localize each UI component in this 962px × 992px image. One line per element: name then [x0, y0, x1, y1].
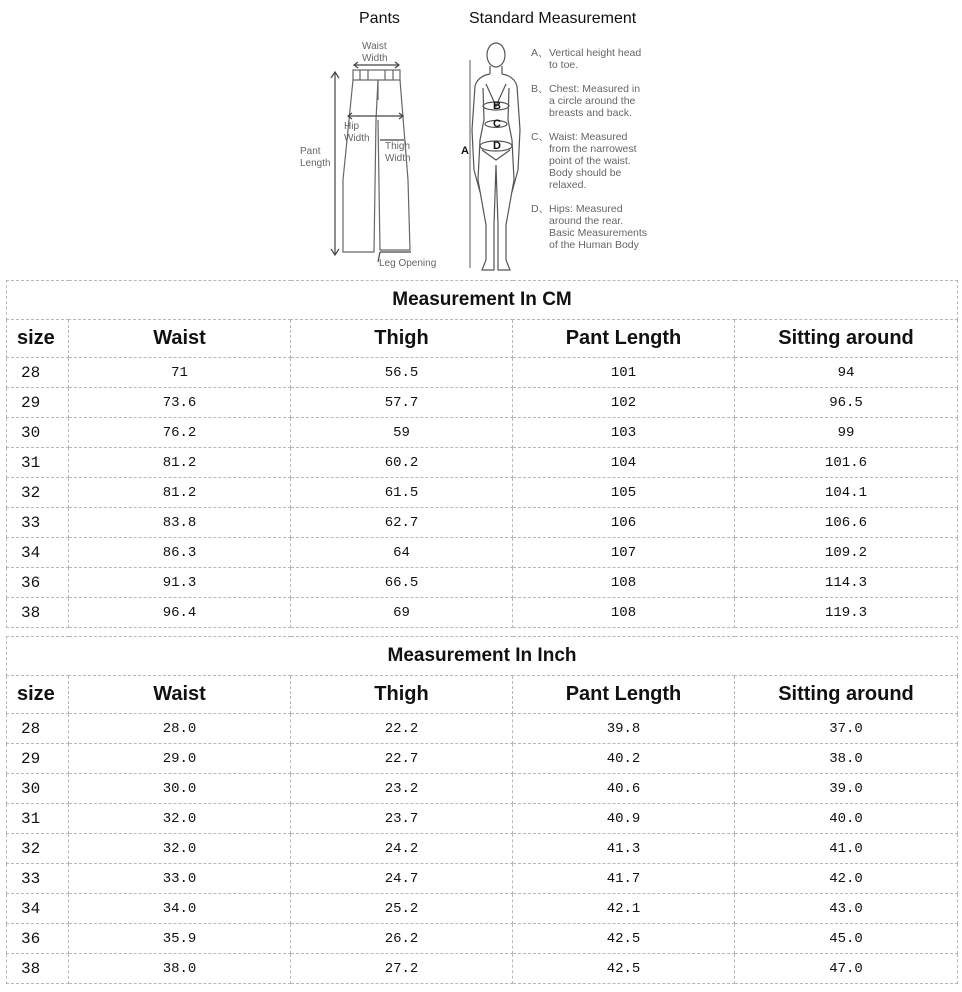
note-c-key: C、: [531, 131, 550, 143]
cell-waist: 91.3: [69, 568, 291, 598]
cell-pant-length: 106: [513, 508, 735, 538]
size-table-inch: [6, 636, 958, 984]
cell-pant-length: 104: [513, 448, 735, 478]
cell-size: 29: [7, 744, 69, 774]
cell-sitting-around: 39.0: [735, 774, 958, 804]
cell-pant-length: 40.2: [513, 744, 735, 774]
cell-thigh: 62.7: [291, 508, 513, 538]
column-header-pant-length: Pant Length: [513, 676, 735, 714]
cell-waist: 35.9: [69, 924, 291, 954]
cell-waist: 81.2: [69, 448, 291, 478]
table-row: [7, 924, 958, 954]
cell-waist: 28.0: [69, 714, 291, 744]
cell-pant-length: 108: [513, 598, 735, 628]
column-header-waist: Waist: [69, 676, 291, 714]
cell-thigh: 24.2: [291, 834, 513, 864]
pant-length-label: Pant Length: [300, 146, 331, 169]
cell-thigh: 64: [291, 538, 513, 568]
pants-title: Pants: [359, 10, 400, 27]
note-b-key: B、: [531, 83, 549, 95]
cell-thigh: 26.2: [291, 924, 513, 954]
cell-size: 34: [7, 894, 69, 924]
cell-sitting-around: 41.0: [735, 834, 958, 864]
cell-waist: 86.3: [69, 538, 291, 568]
cell-size: 34: [7, 538, 69, 568]
cell-thigh: 56.5: [291, 358, 513, 388]
column-header-waist: Waist: [69, 320, 291, 358]
cell-pant-length: 42.1: [513, 894, 735, 924]
cell-pant-length: 41.7: [513, 864, 735, 894]
cell-pant-length: 40.6: [513, 774, 735, 804]
cell-size: 28: [7, 714, 69, 744]
note-a-key: A、: [531, 47, 549, 59]
table-row: [7, 714, 958, 744]
body-letter-b: B: [493, 100, 501, 112]
cell-waist: 76.2: [69, 418, 291, 448]
cell-pant-length: 103: [513, 418, 735, 448]
table-row: [7, 358, 958, 388]
cell-waist: 73.6: [69, 388, 291, 418]
cell-size: 33: [7, 508, 69, 538]
standard-measurement-title: Standard Measurement: [469, 10, 637, 27]
table-row: [7, 388, 958, 418]
cell-sitting-around: 40.0: [735, 804, 958, 834]
cell-thigh: 27.2: [291, 954, 513, 984]
cell-thigh: 66.5: [291, 568, 513, 598]
body-letter-d: D: [493, 140, 501, 152]
note-b-text: Chest: Measured in a circle around the breasts and back.: [549, 83, 641, 119]
table-row: [7, 538, 958, 568]
column-header-sitting-around: Sitting around: [735, 320, 958, 358]
table-row: [7, 744, 958, 774]
cell-size: 31: [7, 804, 69, 834]
body-letter-a: A: [461, 145, 469, 157]
table-header-row: [7, 676, 958, 714]
cell-thigh: 25.2: [291, 894, 513, 924]
cell-waist: 32.0: [69, 834, 291, 864]
thigh-width-label: Thigh Width: [385, 141, 411, 164]
cell-thigh: 22.2: [291, 714, 513, 744]
column-header-size: size: [7, 320, 69, 358]
table-row: [7, 478, 958, 508]
cell-thigh: 24.7: [291, 864, 513, 894]
cell-size: 33: [7, 864, 69, 894]
cell-waist: 96.4: [69, 598, 291, 628]
cell-thigh: 60.2: [291, 448, 513, 478]
table-row: [7, 448, 958, 478]
cell-waist: 32.0: [69, 804, 291, 834]
cell-waist: 30.0: [69, 774, 291, 804]
illustration-drawing: [0, 0, 962, 280]
cell-size: 36: [7, 568, 69, 598]
cell-waist: 34.0: [69, 894, 291, 924]
cell-waist: 33.0: [69, 864, 291, 894]
column-header-thigh: Thigh: [291, 320, 513, 358]
table-row: [7, 568, 958, 598]
cell-size: 32: [7, 478, 69, 508]
cell-pant-length: 102: [513, 388, 735, 418]
cell-sitting-around: 96.5: [735, 388, 958, 418]
table-row: [7, 774, 958, 804]
cell-sitting-around: 119.3: [735, 598, 958, 628]
cell-size: 36: [7, 924, 69, 954]
table-title-inch: Measurement In Inch: [7, 637, 958, 676]
cell-sitting-around: 43.0: [735, 894, 958, 924]
table-header-row: [7, 320, 958, 358]
cell-thigh: 23.2: [291, 774, 513, 804]
cell-size: 30: [7, 774, 69, 804]
hip-width-label: Hip Width: [344, 121, 370, 144]
cell-sitting-around: 106.6: [735, 508, 958, 538]
cell-size: 30: [7, 418, 69, 448]
cell-sitting-around: 94: [735, 358, 958, 388]
cell-size: 29: [7, 388, 69, 418]
measurement-illustration: [0, 0, 962, 280]
column-header-size: size: [7, 676, 69, 714]
cell-thigh: 69: [291, 598, 513, 628]
cell-size: 28: [7, 358, 69, 388]
cell-pant-length: 40.9: [513, 804, 735, 834]
cell-pant-length: 41.3: [513, 834, 735, 864]
cell-sitting-around: 38.0: [735, 744, 958, 774]
cell-sitting-around: 37.0: [735, 714, 958, 744]
table-row: [7, 864, 958, 894]
cell-sitting-around: 42.0: [735, 864, 958, 894]
cell-size: 32: [7, 834, 69, 864]
cell-sitting-around: 99: [735, 418, 958, 448]
table-row: [7, 418, 958, 448]
cell-pant-length: 101: [513, 358, 735, 388]
note-c-text: Waist: Measured from the narrowest point of the waist. Body should be relaxed.: [549, 131, 637, 191]
table-row: [7, 804, 958, 834]
waist-width-label: Waist Width: [362, 41, 388, 64]
cell-waist: 38.0: [69, 954, 291, 984]
cell-size: 38: [7, 954, 69, 984]
cell-pant-length: 39.8: [513, 714, 735, 744]
cell-pant-length: 42.5: [513, 924, 735, 954]
note-d-key: D、: [531, 203, 550, 215]
cell-thigh: 57.7: [291, 388, 513, 418]
note-d-text: Hips: Measured around the rear. Basic Measurements of the Human Body: [549, 203, 648, 251]
column-header-thigh: Thigh: [291, 676, 513, 714]
cell-pant-length: 105: [513, 478, 735, 508]
cell-waist: 71: [69, 358, 291, 388]
cell-pant-length: 42.5: [513, 954, 735, 984]
table-row: [7, 954, 958, 984]
cell-sitting-around: 101.6: [735, 448, 958, 478]
note-a-text: Vertical height head to toe.: [549, 47, 642, 71]
cell-thigh: 22.7: [291, 744, 513, 774]
table-row: [7, 508, 958, 538]
cell-thigh: 59: [291, 418, 513, 448]
cell-sitting-around: 114.3: [735, 568, 958, 598]
cell-thigh: 61.5: [291, 478, 513, 508]
cell-thigh: 23.7: [291, 804, 513, 834]
column-header-pant-length: Pant Length: [513, 320, 735, 358]
body-letter-c: C: [493, 118, 501, 130]
table-row: [7, 598, 958, 628]
cell-waist: 29.0: [69, 744, 291, 774]
cell-sitting-around: 45.0: [735, 924, 958, 954]
size-table-cm: [6, 280, 958, 628]
cell-sitting-around: 109.2: [735, 538, 958, 568]
cell-waist: 83.8: [69, 508, 291, 538]
column-header-sitting-around: Sitting around: [735, 676, 958, 714]
table-row: [7, 834, 958, 864]
cell-size: 38: [7, 598, 69, 628]
cell-sitting-around: 104.1: [735, 478, 958, 508]
cell-waist: 81.2: [69, 478, 291, 508]
leg-opening-label: Leg Opening: [379, 258, 437, 269]
cell-sitting-around: 47.0: [735, 954, 958, 984]
human-body-diagram: [470, 43, 520, 270]
cell-pant-length: 107: [513, 538, 735, 568]
cell-pant-length: 108: [513, 568, 735, 598]
table-title-cm: Measurement In CM: [7, 281, 958, 320]
cell-size: 31: [7, 448, 69, 478]
table-row: [7, 894, 958, 924]
